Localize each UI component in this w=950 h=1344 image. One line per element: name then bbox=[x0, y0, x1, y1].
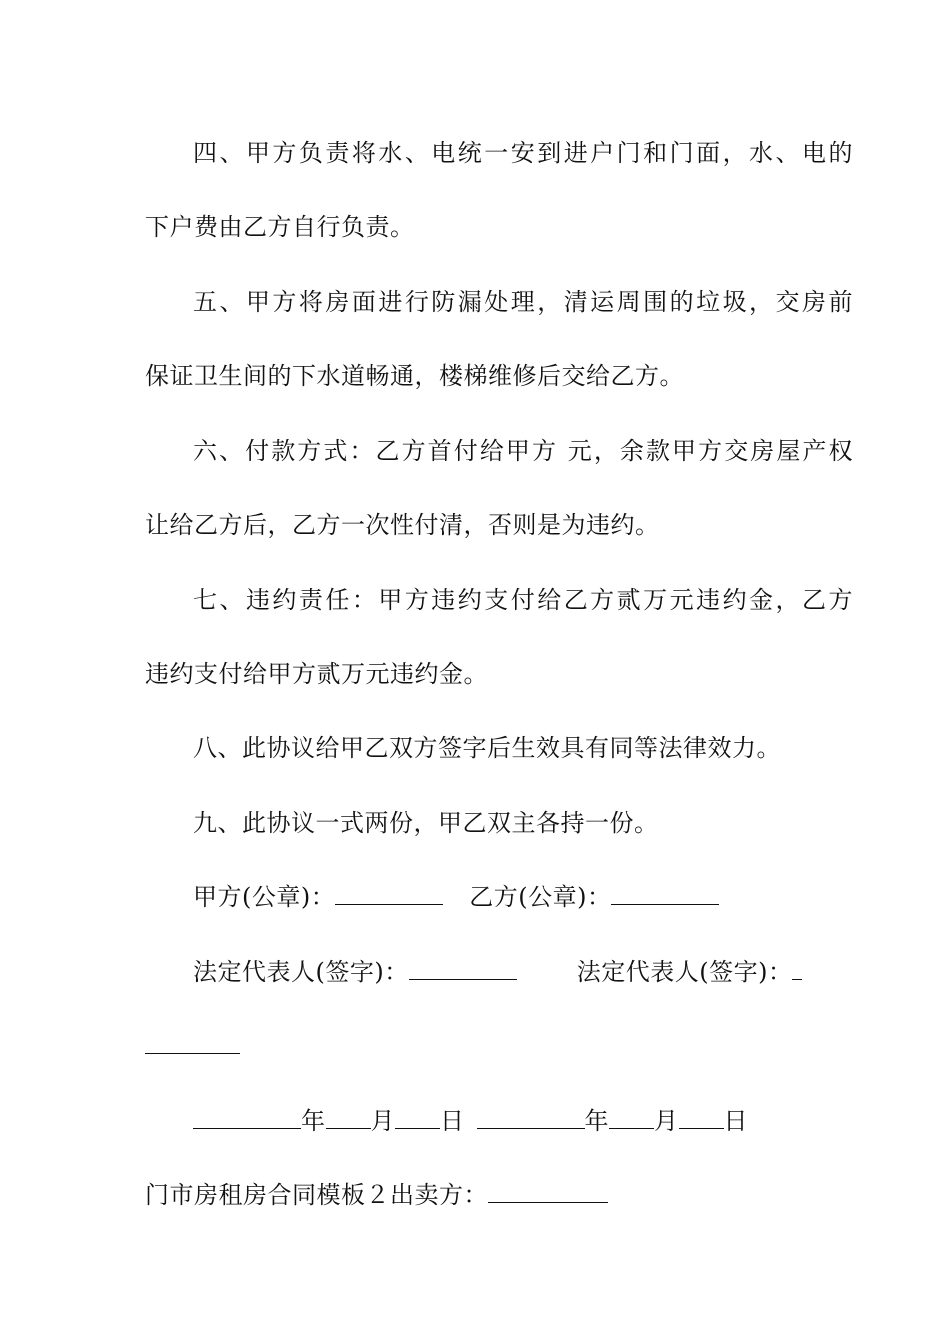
rep-b-blank-start bbox=[792, 957, 802, 980]
clause-7-line-1: 七、违约责任：甲方违约支付给乙方贰万元违约金，乙方 bbox=[193, 586, 853, 614]
day-b-blank bbox=[679, 1106, 724, 1129]
party-a-seal-label: 甲方(公章)： bbox=[193, 883, 336, 911]
clause-4-line-2: 下户费由乙方自行负责。 bbox=[145, 213, 415, 241]
seller-blank bbox=[488, 1180, 608, 1203]
year-a-label: 年 bbox=[301, 1107, 326, 1135]
rep-a-blank bbox=[409, 957, 517, 980]
seal-row bbox=[193, 882, 719, 912]
clause-6-line-2: 让给乙方后，乙方一次性付清，否则是为违约。 bbox=[145, 511, 660, 539]
representative-row bbox=[193, 957, 802, 987]
next-template-row bbox=[145, 1180, 608, 1210]
year-a-blank bbox=[193, 1106, 301, 1129]
month-a-blank bbox=[326, 1106, 371, 1129]
rep-a-label: 法定代表人(签字)： bbox=[193, 958, 409, 986]
clause-7-line-2: 违约支付给甲方贰万元违约金。 bbox=[145, 660, 488, 688]
clause-5-line-2: 保证卫生间的下水道畅通，楼梯维修后交给乙方。 bbox=[145, 362, 684, 390]
clause-9: 九、此协议一式两份，甲乙双主各持一份。 bbox=[193, 809, 659, 837]
year-b-label: 年 bbox=[584, 1107, 609, 1135]
month-b-label: 月 bbox=[654, 1107, 679, 1135]
party-a-seal-blank bbox=[335, 882, 443, 905]
day-a-blank bbox=[395, 1106, 440, 1129]
rep-b-label: 法定代表人(签字)： bbox=[576, 958, 793, 986]
clause-8: 八、此协议给甲乙双方签字后生效具有同等法律效力。 bbox=[193, 734, 781, 762]
month-a-label: 月 bbox=[370, 1107, 395, 1135]
clause-4-line-1: 四、甲方负责将水、电统一安到进户门和门面，水、电的 bbox=[193, 139, 853, 167]
clause-6-line-1: 六、付款方式：乙方首付给甲方 元，余款甲方交房屋产权 bbox=[193, 437, 853, 465]
next-template-title: 门市房租房合同模板２出卖方： bbox=[145, 1181, 488, 1209]
day-b-label: 日 bbox=[723, 1107, 748, 1135]
clause-5-line-1: 五、甲方将房面进行防漏处理，清运周围的垃圾，交房前 bbox=[193, 288, 853, 316]
party-b-seal-blank bbox=[611, 882, 719, 905]
date-row bbox=[193, 1106, 748, 1136]
party-b-seal-label: 乙方(公章)： bbox=[469, 883, 612, 911]
month-b-blank bbox=[609, 1106, 654, 1129]
rep-b-blank-continued bbox=[145, 1031, 240, 1061]
rep-b-blank bbox=[145, 1031, 240, 1054]
day-a-label: 日 bbox=[440, 1107, 465, 1135]
year-b-blank bbox=[477, 1106, 585, 1129]
